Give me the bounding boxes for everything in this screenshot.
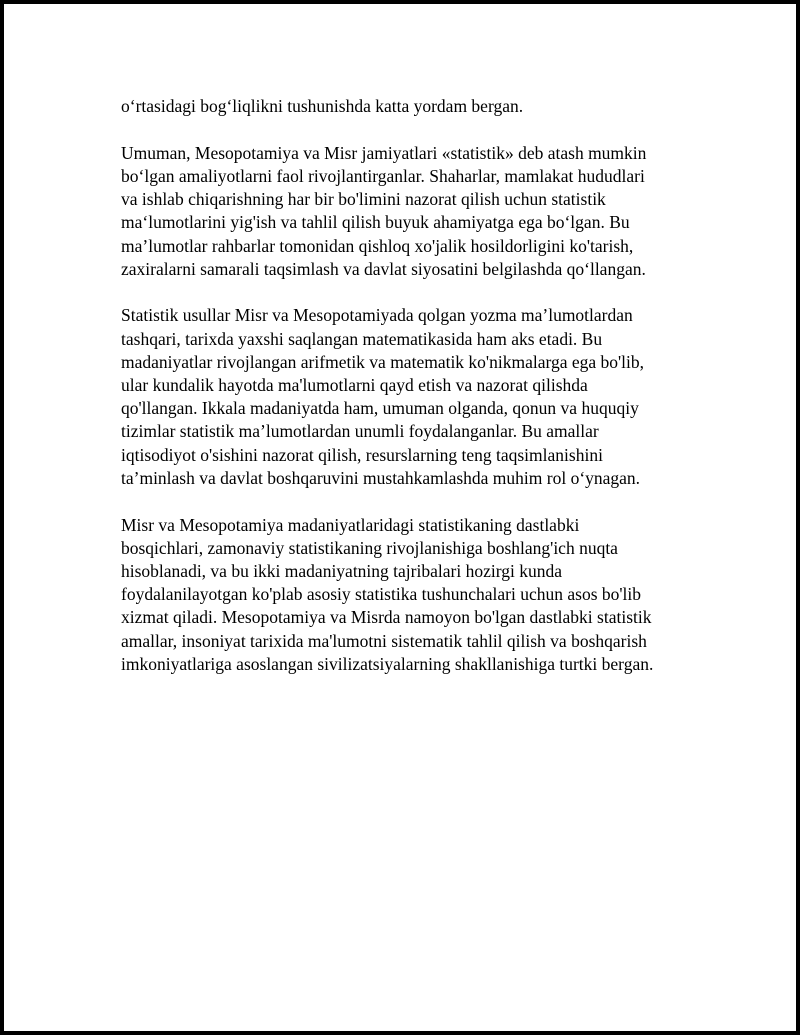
text-line: zaxiralarni samarali taqsimlash va davlat siyosatini belgilashda qo‘llangan. [121, 258, 646, 279]
text-line: foydalanilayotgan ko'plab asosiy statistika tushunchalari uchun asos bo'lib [121, 584, 642, 605]
text-line: ma’lumotlar rahbarlar tomonidan qishloq xo'jalik hosildorligini ko'tarish, [121, 235, 634, 256]
text-line: madaniyatlar rivojlangan arifmetik va matematik ko'nikmalarga ega bo'lib, [121, 351, 645, 372]
text-line: imkoniyatlariga asoslangan sivilizatsiyalarning shakllanishiga turtki bergan. [121, 653, 654, 674]
paragraph-3 [121, 304, 696, 490]
text-line: ta’minlash va davlat boshqaruvini mustahkamlashda muhim rol o‘ynagan. [121, 467, 641, 488]
text-line: ma‘lumotlarini yig'ish va tahlil qilish buyuk ahamiyatga ega bo‘lgan. Bu [121, 212, 630, 233]
text-line: amallar, insoniyat tarixida ma'lumotni sistematik tahlil qilish va boshqarish [121, 630, 647, 651]
text-line: Misr va Mesopotamiya madaniyatlaridagi statistikaning dastlabki [121, 514, 580, 535]
text-line: qo'llangan. Ikkala madaniyatda ham, umuman olganda, qonun va huquqiy [121, 398, 639, 419]
document-body [121, 95, 696, 699]
text-line: Umuman, Mesopotamiya va Misr jamiyatlari «statistik» deb atash mumkin [121, 142, 647, 163]
text-line: tizimlar statistik ma’lumotlardan unumli foydalanganlar. Bu amallar [121, 421, 599, 442]
text-line: bosqichlari, zamonaviy statistikaning rivojlanishiga boshlang'ich nuqta [121, 537, 618, 558]
text-line: va ishlab chiqarishning har bir bo'limini nazorat qilish uchun statistik [121, 189, 606, 210]
text-line: Statistik usullar Misr va Mesopotamiyada qolgan yozma ma’lumotlardan [121, 305, 633, 326]
text-line: ular kundalik hayotda ma'lumotlarni qayd etish va nazorat qilishda [121, 375, 588, 396]
text-line: hisoblanadi, va bu ikki madaniyatning tajribalari hozirgi kunda [121, 560, 562, 581]
text-line: iqtisodiyot o'sishini nazorat qilish, resurslarning teng taqsimlanishini [121, 444, 603, 465]
paragraph-2 [121, 142, 696, 281]
text-line: xizmat qiladi. Mesopotamiya va Misrda namoyon bo'lgan dastlabki statistik [121, 607, 652, 628]
paragraph-4 [121, 514, 696, 676]
text-line: o‘rtasidagi bog‘liqlikni tushunishda katta yordam bergan. [121, 96, 524, 116]
paragraph-1 [121, 95, 696, 118]
text-line: tashqari, tarixda yaxshi saqlangan matematikasida ham aks etadi. Bu [121, 328, 603, 349]
text-line: bo‘lgan amaliyotlarni faol rivojlantirganlar. Shaharlar, mamlakat hududlari [121, 165, 645, 186]
